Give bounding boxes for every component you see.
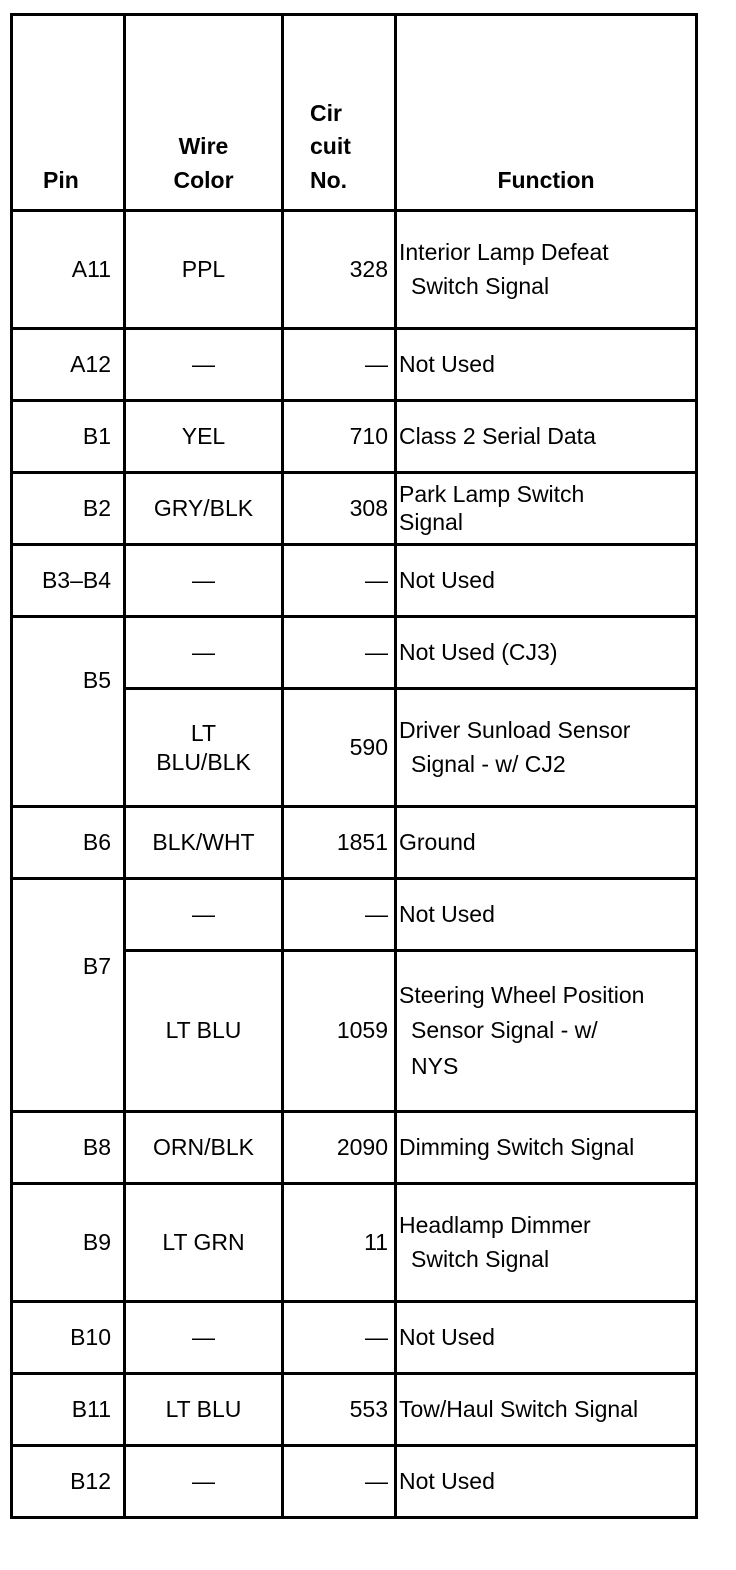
function-line: Switch Signal <box>411 1245 550 1272</box>
circuit-cell: — <box>283 1302 396 1374</box>
circuit-cell: — <box>283 617 396 689</box>
circuit-cell: 308 <box>283 473 396 545</box>
wire-line: LT <box>190 719 217 746</box>
pin-cell: B11 <box>12 1374 125 1446</box>
wire-line: BLU/BLK <box>156 748 251 775</box>
circuit-cell: — <box>283 1446 396 1518</box>
wire-color-cell: — <box>125 329 283 401</box>
function-cell <box>396 211 697 329</box>
table-row <box>12 329 697 401</box>
wire-color-cell: — <box>125 1302 283 1374</box>
function-cell: Not Used <box>396 1446 697 1518</box>
header-wire-color <box>125 15 283 211</box>
function-cell: Not Used <box>396 545 697 617</box>
circuit-cell: 590 <box>283 689 396 807</box>
pin-cell: B5 <box>12 617 125 807</box>
circuit-cell: 553 <box>283 1374 396 1446</box>
header-pin: Pin <box>12 15 125 211</box>
function-cell <box>396 1184 697 1302</box>
wire-color-cell: LT GRN <box>125 1184 283 1302</box>
wire-color-cell: YEL <box>125 401 283 473</box>
wire-color-cell: — <box>125 1446 283 1518</box>
wire-color-cell: LT BLU <box>125 951 283 1112</box>
pin-cell: B2 <box>12 473 125 545</box>
wire-color-cell: — <box>125 879 283 951</box>
connector-pinout-table <box>10 13 698 1519</box>
function-line: NYS <box>411 1052 459 1079</box>
table-row <box>12 545 697 617</box>
function-cell: Ground <box>396 807 697 879</box>
table-row <box>12 1374 697 1446</box>
table-row <box>12 211 697 329</box>
pin-cell: A11 <box>12 211 125 329</box>
wire-color-cell: BLK/WHT <box>125 807 283 879</box>
header-wire-line1: Wire <box>178 133 229 160</box>
table-row <box>12 1446 697 1518</box>
pin-cell: B1 <box>12 401 125 473</box>
table-row <box>12 473 697 545</box>
table-row <box>12 1112 697 1184</box>
pin-cell: B9 <box>12 1184 125 1302</box>
header-wire-line2: Color <box>173 166 234 193</box>
wire-color-cell: GRY/BLK <box>125 473 283 545</box>
pin-cell: A12 <box>12 329 125 401</box>
table-row <box>12 807 697 879</box>
wire-color-cell: LT BLU <box>125 1374 283 1446</box>
table-row <box>12 1302 697 1374</box>
function-cell: Tow/Haul Switch Signal <box>396 1374 697 1446</box>
function-line: Headlamp Dimmer <box>399 1212 591 1239</box>
pin-cell: B8 <box>12 1112 125 1184</box>
circuit-cell: 2090 <box>283 1112 396 1184</box>
circuit-cell: 11 <box>283 1184 396 1302</box>
pin-cell: B3–B4 <box>12 545 125 617</box>
wire-color-cell: — <box>125 617 283 689</box>
function-cell <box>396 689 697 807</box>
header-circuit-line1: Cir <box>310 99 342 126</box>
wire-color-cell: ORN/BLK <box>125 1112 283 1184</box>
circuit-cell: — <box>283 545 396 617</box>
wire-color-cell: PPL <box>125 211 283 329</box>
table-row <box>12 1184 697 1302</box>
function-line: Signal <box>399 508 463 535</box>
header-circuit-line2: cuit <box>310 133 351 160</box>
header-row <box>12 15 697 211</box>
function-line: Interior Lamp Defeat <box>399 239 609 266</box>
function-cell: Not Used (CJ3) <box>396 617 697 689</box>
wire-color-cell <box>125 689 283 807</box>
circuit-cell: — <box>283 329 396 401</box>
wire-color-cell: — <box>125 545 283 617</box>
function-cell <box>396 951 697 1112</box>
pin-cell: B10 <box>12 1302 125 1374</box>
function-cell: Class 2 Serial Data <box>396 401 697 473</box>
function-line: Signal - w/ CJ2 <box>411 750 566 777</box>
function-line: Steering Wheel Position <box>399 981 645 1008</box>
circuit-cell: 710 <box>283 401 396 473</box>
function-cell <box>396 473 697 545</box>
table-row <box>12 879 697 951</box>
table-row <box>12 617 697 689</box>
circuit-cell: 328 <box>283 211 396 329</box>
header-circuit-line3: No. <box>310 166 348 193</box>
function-cell: Not Used <box>396 879 697 951</box>
header-function: Function <box>396 15 697 211</box>
function-cell: Not Used <box>396 1302 697 1374</box>
function-line: Driver Sunload Sensor <box>399 717 631 744</box>
function-line: Sensor Signal - w/ <box>411 1017 598 1044</box>
circuit-cell: 1059 <box>283 951 396 1112</box>
pin-cell: B12 <box>12 1446 125 1518</box>
pin-cell: B6 <box>12 807 125 879</box>
function-cell: Dimming Switch Signal <box>396 1112 697 1184</box>
function-cell: Not Used <box>396 329 697 401</box>
function-line: Park Lamp Switch <box>399 480 585 507</box>
function-line: Switch Signal <box>411 272 550 299</box>
circuit-cell: 1851 <box>283 807 396 879</box>
circuit-cell: — <box>283 879 396 951</box>
table-row <box>12 401 697 473</box>
header-circuit-no <box>283 15 396 211</box>
pin-cell: B7 <box>12 879 125 1112</box>
